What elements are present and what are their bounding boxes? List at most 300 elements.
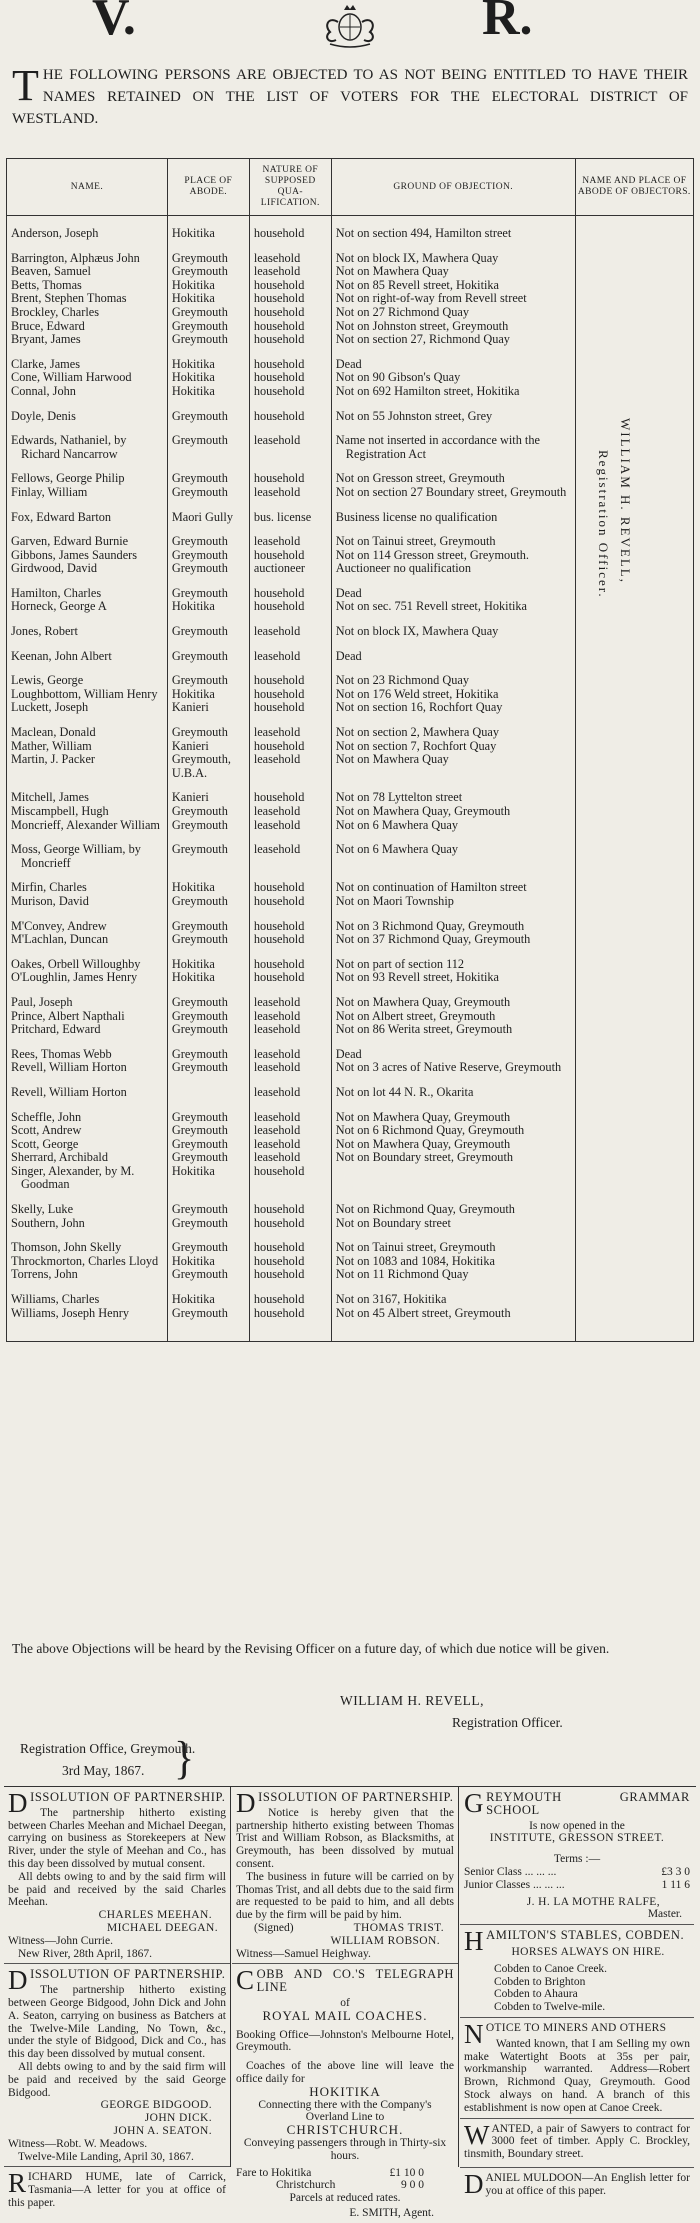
voter-abode — [167, 371, 249, 385]
table-row — [7, 843, 694, 870]
voter-qualification — [249, 1086, 331, 1100]
voter-name — [7, 971, 168, 985]
objector-cell — [575, 1023, 693, 1037]
objector-signature — [592, 418, 636, 599]
voter-abode-text: Greymouth — [171, 433, 228, 448]
voter-abode — [167, 740, 249, 754]
voter-name-text: Moss, George William, by Moncrieff — [11, 842, 141, 870]
voter-abode — [167, 625, 249, 639]
voter-qualification-text: household — [253, 918, 305, 933]
objector-cell — [575, 265, 693, 279]
table-row — [7, 1203, 694, 1217]
objector-name: WILLIAM H. REVELL, — [618, 418, 633, 584]
objector-cell — [575, 1217, 693, 1231]
objection-ground — [331, 1151, 575, 1165]
voter-qualification-text: household — [253, 585, 305, 600]
voter-name-text: Revell, William Horton — [11, 1084, 127, 1099]
voter-name — [7, 1138, 168, 1152]
table-row — [7, 674, 694, 688]
objection-ground-text: Not on 6 Mawhera Quay — [335, 817, 459, 832]
objection-ground-text: Not on Johnston street, Greymouth — [335, 318, 509, 333]
ad-body: The partnership hitherto existing between Charles Meehan and Michael Deegan, carrying on business as Storekeepers at New River, under the style of Meehan and Co., has this day been dissolved by mutual consent. — [8, 1806, 226, 1870]
voter-abode — [167, 320, 249, 334]
objection-ground-text: Not on Mawhera Quay, Greymouth — [335, 1136, 511, 1151]
table-row — [7, 1241, 694, 1255]
table-row — [7, 881, 694, 895]
voter-name-text: Barrington, Alphæus John — [11, 250, 140, 265]
table-row — [7, 562, 694, 576]
objection-ground — [331, 549, 575, 563]
objection-ground-text: Not on section 16, Rochfort Quay — [335, 700, 503, 715]
voter-name-text: Clarke, James — [11, 356, 80, 371]
voter-qualification — [249, 549, 331, 563]
voter-qualification — [249, 292, 331, 306]
objection-ground — [331, 371, 575, 385]
table-row — [7, 410, 694, 424]
voter-abode — [167, 1203, 249, 1217]
objection-ground — [331, 1111, 575, 1125]
voter-name — [7, 1124, 168, 1138]
table-row — [7, 688, 694, 702]
objection-ground — [331, 535, 575, 549]
ad-title: ISSOLUTION OF PARTNERSHIP. — [258, 1790, 454, 1804]
voter-abode-text: Hokitika — [171, 277, 215, 292]
table-row — [7, 1307, 694, 1321]
objector-cell — [575, 625, 693, 639]
voter-abode — [167, 1010, 249, 1024]
voter-abode — [167, 587, 249, 601]
voter-qualification — [249, 958, 331, 972]
voter-abode — [167, 1023, 249, 1037]
ad-title: REYMOUTH GRAMMAR SCHOOL — [486, 1790, 690, 1817]
objection-ground — [331, 486, 575, 500]
objection-ground — [331, 385, 575, 399]
table-spacer — [7, 909, 694, 920]
objection-ground — [331, 701, 575, 715]
ad-body: Coaches of the above line will leave the office daily for — [236, 2060, 454, 2085]
ad-dropcap: D — [8, 1965, 29, 1996]
objection-ground-text: Not on 1083 and 1084, Hokitika — [335, 1253, 495, 1268]
table-row — [7, 1217, 694, 1231]
fare-label: Fare to Hokitika — [236, 2166, 312, 2179]
voter-qualification-text: household — [253, 700, 305, 715]
voter-abode-text: Hokitika — [171, 1253, 215, 1268]
voter-abode — [167, 805, 249, 819]
objector-cell — [575, 1293, 693, 1307]
ad-booking: Booking Office—Johnston's Melbourne Hotel, Greymouth. — [236, 2028, 454, 2054]
voter-abode-text: Greymouth — [171, 264, 228, 279]
voter-abode-text: Greymouth — [171, 585, 228, 600]
voter-abode-text: Greymouth — [171, 1060, 228, 1075]
voter-name — [7, 996, 168, 1010]
voter-qualification-text: household — [253, 956, 305, 971]
ad-location: INSTITUTE, GRESSON STREET. — [489, 1832, 665, 1845]
objection-ground-text: Not on Mawhera Quay, Greymouth — [335, 1109, 511, 1124]
ad-wanted-sawyers — [460, 2119, 694, 2168]
objector-cell — [575, 358, 693, 372]
voter-abode-text: Greymouth — [171, 471, 228, 486]
objector-cell — [575, 385, 693, 399]
table-row — [7, 320, 694, 334]
table-row — [7, 1048, 694, 1062]
voter-qualification-text: leasehold — [253, 1060, 301, 1075]
voter-name — [7, 535, 168, 549]
voter-abode — [167, 434, 249, 461]
objection-ground-text: Not on 6 Richmond Quay, Greymouth — [335, 1123, 525, 1138]
voter-abode — [167, 265, 249, 279]
objection-ground-text: Not on 692 Hamilton street, Hokitika — [335, 383, 520, 398]
voter-qualification — [249, 279, 331, 293]
voter-abode — [167, 1241, 249, 1255]
voter-abode-text: Greymouth — [171, 1267, 228, 1282]
ad-route: Cobden to Ahaura — [494, 1988, 578, 2001]
voter-qualification — [249, 740, 331, 754]
voter-qualification — [249, 881, 331, 895]
ad-dissolution-bidgood — [4, 1964, 230, 2167]
voter-name-text: Doyle, Denis — [11, 408, 76, 423]
voter-name-text: Mather, William — [11, 738, 92, 753]
objection-ground-text: Not on 176 Weld street, Hokitika — [335, 686, 499, 701]
ad-title: ANTED, a pair of Sawyers to contract for 3000 feet of timber. Apply C. Brockley, tinsmith, Boundary street. — [464, 2122, 690, 2161]
voter-name — [7, 1255, 168, 1269]
voter-name-text: Martin, J. Packer — [11, 752, 96, 767]
table-row — [7, 726, 694, 740]
voter-qualification-text: auctioneer — [253, 561, 306, 576]
ad-signatory: JOHN A. SEATON. — [113, 2124, 212, 2137]
voter-qualification-text: leasehold — [253, 1123, 301, 1138]
objector-cell — [575, 306, 693, 320]
voter-abode-text: Greymouth — [171, 817, 228, 832]
objection-ground — [331, 1124, 575, 1138]
ad-dissolution-trist — [232, 1787, 458, 1964]
hearing-note: The above Objections will be heard by the Revising Officer on a future day, of which due notice will be given. — [12, 1641, 610, 1656]
objection-ground — [331, 1061, 575, 1075]
header-ground: GROUND OF OBJECTION. — [331, 159, 575, 216]
voter-abode — [167, 688, 249, 702]
voter-abode-text: Greymouth — [171, 484, 228, 499]
objector-cell — [575, 881, 693, 895]
objection-ground — [331, 587, 575, 601]
table-row — [7, 434, 694, 461]
voter-abode-text: Greymouth — [171, 1215, 228, 1230]
voters-objection-table — [6, 158, 694, 1342]
voter-name-text: Bryant, James — [11, 332, 81, 347]
voter-name-text: Mirfin, Charles — [11, 880, 87, 895]
ad-signatory: THOMAS TRIST. — [353, 1921, 444, 1934]
voter-abode — [167, 1086, 249, 1100]
ad-hamiltons-stables — [460, 1925, 694, 2018]
table-row — [7, 650, 694, 664]
objector-cell — [575, 920, 693, 934]
objection-ground-text: Dead — [335, 356, 362, 371]
voter-name — [7, 701, 168, 715]
voter-abode-text: Greymouth — [171, 1022, 228, 1037]
objection-ground — [331, 252, 575, 266]
voter-qualification — [249, 434, 331, 461]
ad-witness: Witness—Samuel Heighway. — [236, 1947, 371, 1960]
voter-abode — [167, 410, 249, 424]
objection-ground-text: Not on block IX, Mawhera Quay — [335, 250, 499, 265]
voter-name — [7, 920, 168, 934]
voter-name — [7, 292, 168, 306]
voter-qualification-text: leasehold — [253, 817, 301, 832]
objection-ground-text: Not on Mawhera Quay, Greymouth — [335, 994, 511, 1009]
voter-name — [7, 958, 168, 972]
voter-abode-text: Hokitika — [171, 383, 215, 398]
table-row — [7, 371, 694, 385]
voter-abode-text: Greymouth — [171, 1109, 228, 1124]
objector-title: Registration Officer. — [596, 450, 611, 599]
objection-ground-text: Not on section 7, Rochfort Quay — [335, 738, 497, 753]
ad-place: New River, 28th April, 1867. — [18, 1947, 153, 1960]
objector-cell — [575, 933, 693, 947]
objection-ground-text: Not on section 2, Mawhera Quay — [335, 725, 499, 740]
ad-destination: CHRISTCHURCH. — [286, 2122, 404, 2138]
voter-name — [7, 843, 168, 870]
voter-abode-text: Kanieri — [171, 738, 209, 753]
voter-qualification-text: leasehold — [253, 250, 301, 265]
voter-qualification-text: leasehold — [253, 1109, 301, 1124]
ad-dissolution-meehan — [4, 1787, 230, 1964]
voter-qualification — [249, 600, 331, 614]
header-name: NAME. — [7, 159, 168, 216]
voter-name-text: Hamilton, Charles — [11, 585, 102, 600]
table-row — [7, 1061, 694, 1075]
voter-abode — [167, 1307, 249, 1321]
voter-name-text: Luckett, Joseph — [11, 700, 89, 715]
objection-ground-text: Not on Boundary street — [335, 1215, 451, 1230]
voter-name — [7, 549, 168, 563]
voter-name-text: Miscampbell, Hugh — [11, 804, 109, 818]
voter-qualification — [249, 1138, 331, 1152]
ad-dropcap: D — [464, 2168, 484, 2199]
voter-abode — [167, 1217, 249, 1231]
table-row — [7, 227, 694, 241]
ad-signatory: JOHN DICK. — [144, 2112, 212, 2125]
objector-cell — [575, 1048, 693, 1062]
voter-qualification-text: household — [253, 383, 305, 398]
voter-qualification — [249, 562, 331, 576]
ad-subtitle: HORSES ALWAYS ON HIRE. — [511, 1945, 665, 1958]
objection-ground-text: Not on lot 44 N. R., Okarita — [335, 1084, 474, 1099]
voter-abode — [167, 1255, 249, 1269]
intro-dropcap: T — [12, 61, 39, 110]
voter-qualification — [249, 1217, 331, 1231]
voter-name-text: Rees, Thomas Webb — [11, 1046, 112, 1061]
voter-name — [7, 1307, 168, 1321]
voter-name-text: Beaven, Samuel — [11, 264, 91, 279]
voter-qualification-text: household — [253, 1267, 305, 1282]
masthead-r: R. — [482, 0, 533, 46]
voter-name — [7, 1151, 168, 1165]
voter-qualification — [249, 688, 331, 702]
voter-name — [7, 410, 168, 424]
table-row — [7, 472, 694, 486]
table-row — [7, 701, 694, 715]
table-row — [7, 486, 694, 500]
ad-signatory: WILLIAM ROBSON. — [330, 1934, 440, 1947]
voter-qualification — [249, 650, 331, 664]
voter-qualification-text: household — [253, 547, 305, 562]
voter-abode-text: Greymouth — [171, 1202, 228, 1217]
voter-qualification — [249, 385, 331, 399]
voter-name-text: Keenan, John Albert — [11, 648, 112, 663]
objector-cell — [575, 701, 693, 715]
voter-name-text: Fox, Edward Barton — [11, 509, 112, 524]
objector-cell — [575, 1203, 693, 1217]
table-row — [7, 1268, 694, 1282]
objection-ground — [331, 933, 575, 947]
voter-name-text: M'Convey, Andrew — [11, 918, 107, 933]
objection-ground-text: Not on 55 Johnston street, Grey — [335, 408, 493, 423]
objector-cell — [575, 1010, 693, 1024]
objection-ground — [331, 650, 575, 664]
voter-qualification — [249, 920, 331, 934]
ad-dropcap: D — [8, 1788, 29, 1818]
voter-qualification — [249, 320, 331, 334]
voter-name — [7, 819, 168, 833]
ad-signatory: GEORGE BIDGOOD. — [100, 2099, 212, 2112]
voter-qualification-text: household — [253, 408, 305, 423]
objector-cell — [575, 227, 693, 241]
voter-name — [7, 306, 168, 320]
voter-qualification-text: household — [253, 304, 305, 319]
voter-abode-text: Greymouth — [171, 561, 228, 576]
royal-crest-icon — [318, 2, 382, 48]
voter-qualification-text: household — [253, 1202, 305, 1217]
objection-ground — [331, 971, 575, 985]
voter-abode-text: Maori Gully — [171, 509, 233, 524]
voter-qualification — [249, 511, 331, 525]
voter-qualification-text: household — [253, 1215, 305, 1230]
voter-abode — [167, 472, 249, 486]
voter-name — [7, 1293, 168, 1307]
voter-qualification-text: leasehold — [253, 534, 301, 549]
objection-ground-text: Not on 6 Mawhera Quay — [335, 842, 459, 857]
objection-ground — [331, 410, 575, 424]
voter-name — [7, 472, 168, 486]
voter-name-text: Murison, David — [11, 893, 89, 908]
voter-name-text: Pritchard, Edward — [11, 1022, 101, 1037]
objection-ground-text: Not on Boundary street, Greymouth — [335, 1150, 514, 1165]
ad-signatory: MICHAEL DEEGAN. — [107, 1921, 218, 1934]
voter-qualification — [249, 726, 331, 740]
voter-qualification — [249, 843, 331, 870]
voter-qualification-text: leasehold — [253, 648, 301, 663]
voter-name — [7, 895, 168, 909]
voter-name-text: O'Loughlin, James Henry — [11, 970, 138, 985]
table-row — [7, 549, 694, 563]
voter-name — [7, 434, 168, 461]
objection-ground-text: Not on part of section 112 — [335, 956, 465, 971]
objection-ground — [331, 600, 575, 614]
voter-abode — [167, 549, 249, 563]
objection-ground — [331, 791, 575, 805]
voter-name — [7, 371, 168, 385]
objection-ground — [331, 265, 575, 279]
voter-qualification-text: leasehold — [253, 624, 301, 639]
objection-ground — [331, 920, 575, 934]
ad-route: Cobden to Brighton — [494, 1975, 586, 1988]
table-spacer — [7, 1100, 694, 1111]
voter-abode-text: Greymouth — [171, 1008, 228, 1023]
table-row — [7, 971, 694, 985]
objection-ground — [331, 843, 575, 870]
objection-ground-text: Dead — [335, 585, 362, 600]
voter-qualification-text: household — [253, 277, 305, 292]
voter-qualification-text: household — [253, 599, 305, 614]
ad-master: J. H. LA MOTHE RALFE, — [526, 1895, 660, 1908]
voter-abode — [167, 958, 249, 972]
voter-name-text: Edwards, Nathaniel, by Richard Nancarrow — [11, 433, 127, 461]
registration-signature — [340, 1690, 563, 1734]
objection-ground-text: Not on Richmond Quay, Greymouth — [335, 1202, 515, 1217]
voter-name-text: Lewis, George — [11, 673, 84, 688]
objection-ground-text: Not on 90 Gibson's Quay — [335, 370, 461, 385]
voter-abode — [167, 843, 249, 870]
voter-abode-text: Greymouth, U.B.A. — [171, 752, 231, 780]
voter-name-text: Finlay, William — [11, 484, 88, 499]
voter-abode — [167, 933, 249, 947]
ad-witness: Witness—Robt. W. Meadows. — [8, 2137, 148, 2150]
ad-place: Twelve-Mile Landing, April 30, 1867. — [18, 2150, 194, 2163]
table-row — [7, 740, 694, 754]
fee-value: £3 3 0 — [661, 1865, 690, 1878]
voter-abode — [167, 511, 249, 525]
voter-qualification-text: household — [253, 932, 305, 947]
voter-qualification-text: leasehold — [253, 1008, 301, 1023]
voter-abode — [167, 996, 249, 1010]
ad-signatory: CHARLES MEEHAN. — [98, 1909, 212, 1922]
voter-qualification — [249, 1165, 331, 1192]
objection-ground — [331, 1165, 575, 1192]
voter-abode-text: Greymouth — [171, 332, 228, 347]
voter-name — [7, 726, 168, 740]
voter-qualification-text: leasehold — [253, 433, 301, 448]
voter-name-text: Throckmorton, Charles Lloyd — [11, 1253, 159, 1268]
voter-qualification — [249, 1048, 331, 1062]
voter-qualification — [249, 265, 331, 279]
objection-ground — [331, 472, 575, 486]
objection-ground-text: Auctioneer no qualification — [335, 561, 471, 576]
objection-ground-text: Not on 27 Richmond Quay — [335, 304, 469, 319]
voter-abode — [167, 1151, 249, 1165]
voter-qualification — [249, 996, 331, 1010]
voter-abode — [167, 920, 249, 934]
voter-name-text: Paul, Joseph — [11, 994, 73, 1009]
voter-abode-text: Greymouth — [171, 1136, 228, 1151]
objection-ground-text: Not on Mawhera Quay — [335, 264, 449, 279]
voter-name-text: Girdwood, David — [11, 561, 98, 576]
voter-abode-text: Greymouth — [171, 1046, 228, 1061]
ad-body: The business in future will be carried on by Thomas Trist, and all debts due to the said firm are requested to be paid to him, and all debts due by the firm will be paid by him. — [236, 1870, 454, 1922]
voter-qualification-text: leasehold — [253, 804, 301, 818]
voter-qualification-text: leasehold — [253, 752, 301, 767]
voter-qualification-text: household — [253, 686, 305, 701]
advertisements — [4, 1786, 696, 2219]
voter-name-text: Betts, Thomas — [11, 277, 82, 292]
voter-abode-text: Greymouth — [171, 804, 228, 818]
voter-abode — [167, 726, 249, 740]
voter-name-text: Williams, Charles — [11, 1292, 100, 1307]
voter-abode-text: Hokitika — [171, 599, 215, 614]
voter-abode-text: Hokitika — [171, 291, 215, 306]
ad-witness: Witness—John Currie. — [8, 1934, 113, 1947]
voter-name — [7, 320, 168, 334]
voter-name — [7, 933, 168, 947]
table-row — [7, 252, 694, 266]
ad-destination: HOKITIKA — [309, 2083, 381, 2099]
